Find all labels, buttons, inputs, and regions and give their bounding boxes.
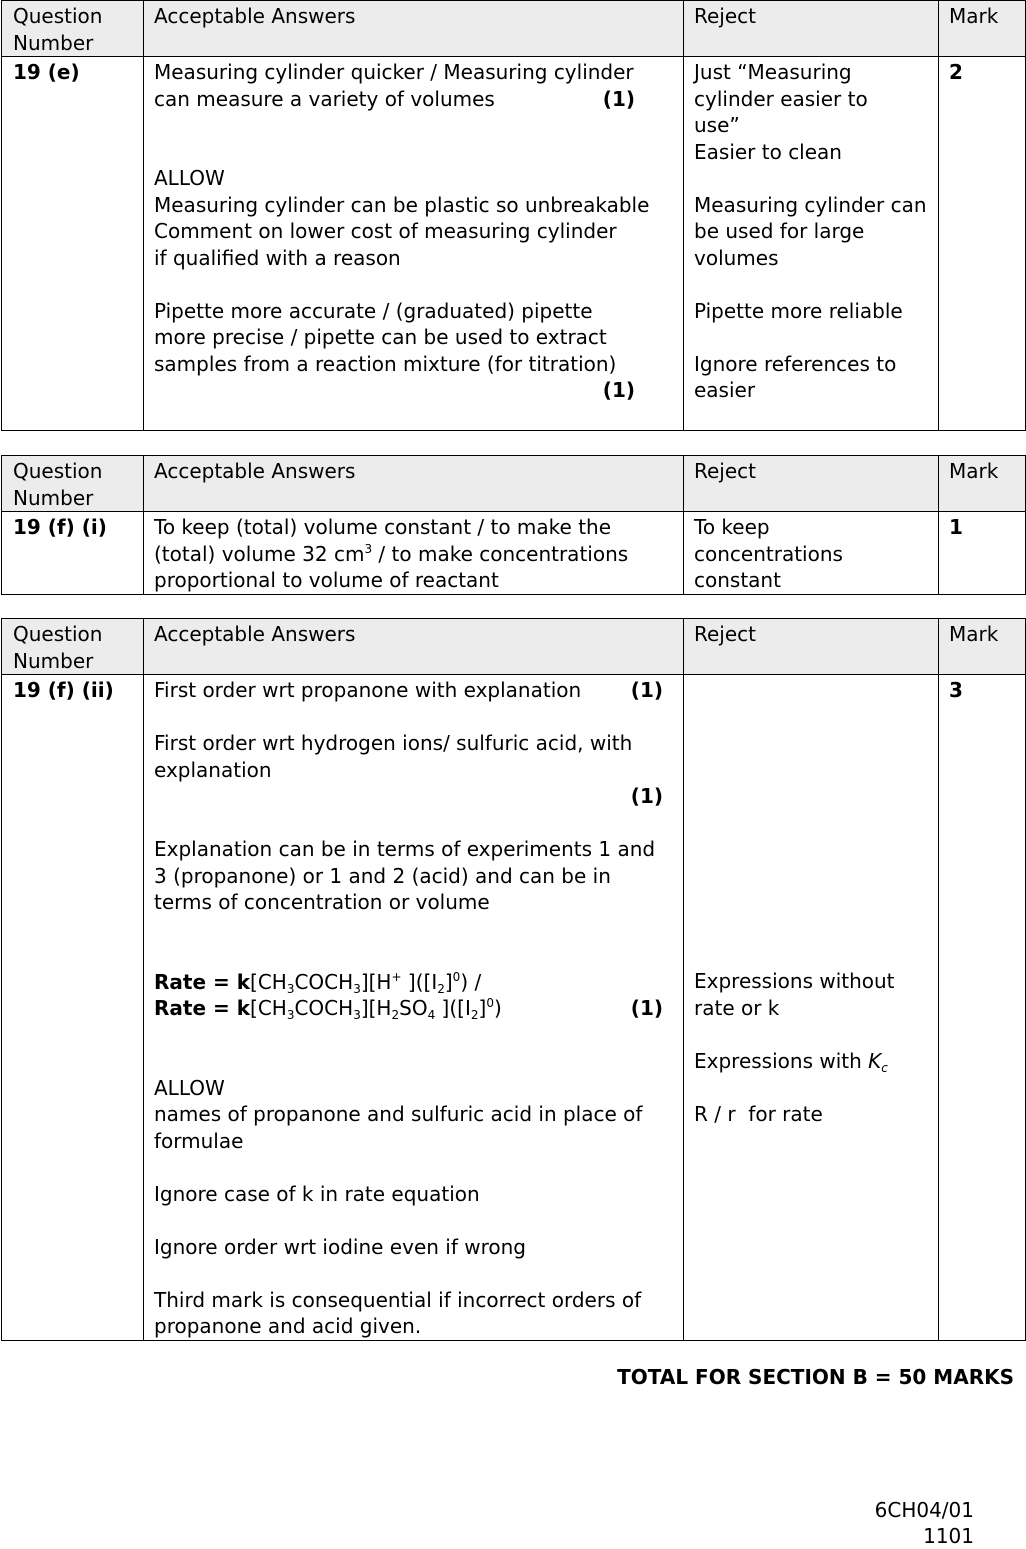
question-number: 19 (f) (i) (2, 512, 144, 595)
header-reject: Reject (684, 456, 939, 512)
allow-item: Comment on lower cost of measuring cylinder if qualified with a reason (154, 219, 617, 270)
acceptable-text: To keep (total) volume constant / to make the (total) volume 32 cm (154, 515, 612, 566)
reject-item: Measuring cylinder can be used for large volumes (694, 192, 927, 270)
spacer (694, 165, 928, 192)
acceptable-answers-cell (144, 512, 684, 595)
spacer (154, 1260, 663, 1287)
mark-allocation: (1) (602, 378, 635, 402)
mark-scheme-table-19e (1, 0, 1026, 431)
answer-row (2, 57, 1026, 431)
subscript: 3 (286, 1008, 295, 1022)
mark-total: 1 (939, 512, 1026, 595)
reject-cell (684, 57, 939, 431)
header-question-number: Question Number (2, 1, 144, 57)
header-mark: Mark (939, 1, 1026, 57)
formula-part: ]([I (435, 996, 471, 1020)
header-reject: Reject (684, 619, 939, 675)
spacer (694, 324, 928, 351)
formula-part: ] (478, 996, 487, 1020)
allow-item: names of propanone and sulfuric acid in place of formulae (154, 1102, 643, 1153)
allow-label: ALLOW (154, 166, 225, 190)
acceptable-line (154, 677, 663, 704)
ignore-note: Ignore case of k in rate equation (154, 1181, 480, 1206)
acceptable-text: Explanation can be in terms of experiments 1 and 3 (propanone) or 1 and 2 (acid) and can be in terms of concentration or volume (154, 837, 656, 914)
subscript: 2 (470, 1008, 479, 1022)
acceptable-answers-cell (144, 57, 684, 431)
mark-total: 2 (939, 57, 1026, 431)
header-mark: Mark (939, 619, 1026, 675)
allow-item: Measuring cylinder can be plastic so unbreakable (154, 192, 650, 217)
superscript: + (391, 969, 402, 984)
formula-part: SO (399, 996, 428, 1020)
formula-part: ]([I (401, 969, 438, 994)
subscript: 3 (353, 981, 361, 996)
mark-total: 3 (939, 675, 1026, 1341)
formula-part: ) (493, 996, 502, 1020)
reject-item: Ignore references to easier (694, 351, 897, 402)
subscript: 4 (427, 1008, 436, 1022)
mark-allocation: (1) (630, 678, 663, 702)
spacer (154, 1022, 663, 1075)
mark-scheme-table-19fi (1, 455, 1026, 595)
subscript: c (881, 1060, 888, 1075)
header-row (2, 1, 1026, 57)
mark-allocation: (1) (630, 996, 663, 1020)
rate-label: Rate = k (154, 996, 251, 1020)
reject-item: Easier to clean (694, 139, 842, 164)
reject-item: Just “Measuring cylinder easier to use” (694, 60, 868, 137)
answer-row (2, 512, 1026, 595)
acceptable-text: / to make concentrations proportional to volume of reactant (154, 541, 629, 592)
header-row (2, 619, 1026, 675)
spacer (154, 1154, 663, 1181)
acceptable-text: First order wrt propanone with explanation (154, 678, 582, 702)
header-acceptable-answers: Acceptable Answers (144, 619, 684, 675)
header-acceptable-answers: Acceptable Answers (144, 456, 684, 512)
formula-part: ] (444, 969, 453, 994)
subscript: 2 (391, 1008, 400, 1022)
spacer (694, 271, 928, 298)
ignore-note: Ignore order wrt iodine even if wrong (154, 1234, 526, 1259)
formula-part: ) / (460, 969, 482, 994)
acceptable-line (154, 86, 635, 113)
header-row (2, 456, 1026, 512)
spacer (694, 1021, 928, 1048)
acceptable-text: can measure a variety of volumes (154, 86, 495, 111)
acceptable-text: Pipette more accurate / (graduated) pipette more precise / pipette can be used to extract samples from a reaction mixture (for titration) (154, 298, 617, 376)
spacer (154, 810, 663, 837)
reject-text: Expressions with (694, 1048, 869, 1073)
subscript: 2 (437, 981, 445, 996)
superscript: 3 (364, 541, 373, 556)
spacer (154, 916, 663, 969)
answer-row (2, 675, 1026, 1341)
header-question-number: Question Number (2, 619, 144, 675)
formula-part: [CH (250, 996, 287, 1020)
spacer (694, 677, 928, 968)
session-code: 1101 (923, 1524, 974, 1548)
spacer (154, 271, 635, 298)
rate-equation-1 (154, 969, 663, 996)
reject-item: Pipette more reliable (694, 298, 903, 323)
formula-part: COCH (294, 996, 354, 1020)
reject-item: To keep concentrations constant (694, 515, 843, 592)
allow-label: ALLOW (154, 1075, 225, 1100)
reject-cell (684, 512, 939, 595)
superscript: 0 (486, 996, 494, 1010)
rate-label: Rate = k (154, 969, 251, 994)
acceptable-line (154, 377, 635, 404)
paper-code: 6CH04/01 (874, 1498, 974, 1522)
reject-item: R / r for rate (694, 1101, 823, 1126)
reject-item: Expressions without rate or k (694, 969, 895, 1020)
spacer (154, 704, 663, 731)
consequential-note: Third mark is consequential if incorrect orders of propanone and acid given. (154, 1287, 642, 1338)
subscript: 3 (286, 981, 295, 996)
acceptable-line (154, 783, 663, 810)
rate-equation-2 (154, 995, 663, 1022)
acceptable-line: Measuring cylinder quicker / Measuring cylinder (154, 60, 634, 84)
formula-part: ][H (360, 996, 392, 1020)
acceptable-text: First order wrt hydrogen ions/ sulfuric acid, with explanation (154, 731, 633, 782)
mark-scheme-table-19fii (1, 618, 1026, 1341)
formula-part: COCH (294, 969, 354, 994)
spacer (694, 1074, 928, 1101)
header-mark: Mark (939, 456, 1026, 512)
question-number: 19 (f) (ii) (2, 675, 144, 1341)
header-question-number: Question Number (2, 456, 144, 512)
kc-symbol: K (868, 1048, 882, 1073)
formula-part: [CH (250, 969, 287, 994)
subscript: 3 (353, 1008, 361, 1022)
spacer (154, 112, 635, 165)
acceptable-answers-cell (144, 675, 684, 1341)
mark-allocation: (1) (602, 86, 635, 111)
reject-cell (684, 675, 939, 1341)
superscript: 0 (452, 969, 461, 984)
spacer (154, 1207, 663, 1234)
formula-part: ][H (360, 969, 392, 994)
question-number: 19 (e) (2, 57, 144, 431)
reject-item (694, 1048, 928, 1075)
header-acceptable-answers: Acceptable Answers (144, 1, 684, 57)
mark-allocation: (1) (630, 784, 663, 808)
section-total: TOTAL FOR SECTION B = 50 MARKS (617, 1365, 1014, 1389)
page-footer (875, 1497, 974, 1549)
header-reject: Reject (684, 1, 939, 57)
